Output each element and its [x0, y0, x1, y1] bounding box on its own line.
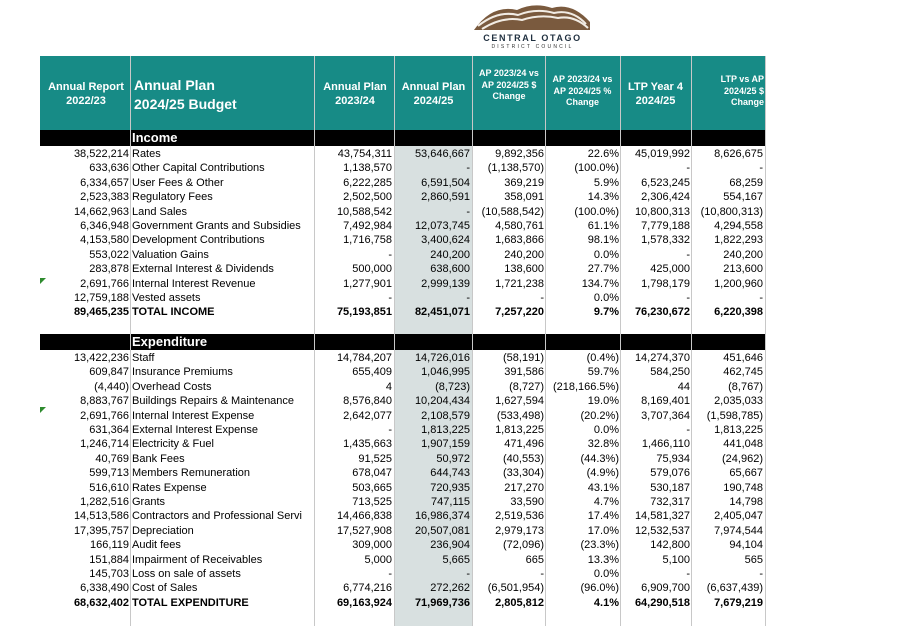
- row-value: 2,999,139: [421, 277, 470, 290]
- row-value: 7,257,220: [495, 306, 544, 319]
- row-value: 6,346,948: [80, 220, 129, 232]
- row-value: 655,409: [352, 366, 392, 379]
- row-value: (96.0%): [580, 582, 619, 595]
- row-value: 68,632,402: [73, 596, 129, 609]
- row-value: (100.0%): [574, 205, 619, 218]
- row-value: 27.7%: [587, 263, 619, 276]
- row-label: Impairment of Receivables: [132, 553, 263, 566]
- row-label: Contractors and Professional Servi: [132, 510, 302, 523]
- income-section-heading: [40, 130, 766, 146]
- row-value: 10,588,542: [336, 205, 392, 218]
- row-value: 14,581,327: [634, 510, 690, 523]
- row-value: 391,586: [504, 366, 544, 379]
- table-row: [40, 394, 766, 408]
- header-ltp-year4: LTP Year 4 2024/25: [627, 81, 684, 108]
- table-row: [40, 495, 766, 509]
- logo-brand-text: CENTRAL OTAGO: [483, 33, 582, 43]
- header-title-line2: 2024/25 Budget: [134, 96, 237, 112]
- row-value: 5,665: [442, 553, 470, 566]
- row-value: 2,691,766: [80, 409, 129, 422]
- row-value: 4,153,580: [80, 234, 129, 247]
- row-value: 14,513,586: [73, 510, 129, 523]
- row-value: 9,892,356: [495, 148, 544, 160]
- row-value: 584,250: [650, 366, 690, 379]
- table-row: [40, 452, 766, 466]
- row-value: 2,306,424: [641, 191, 690, 204]
- row-value: 6,774,216: [343, 582, 392, 595]
- row-value: (533,498): [496, 409, 544, 422]
- row-value: 138,600: [504, 263, 544, 276]
- row-value: 43.1%: [587, 481, 619, 494]
- row-value: 17.0%: [587, 524, 619, 537]
- row-value: 17,395,757: [73, 524, 129, 537]
- row-value: 7,779,188: [641, 220, 690, 232]
- row-value: 1,813,225: [714, 424, 763, 436]
- row-value: 471,496: [504, 438, 544, 451]
- row-value: -: [759, 568, 763, 580]
- row-value: 68,259: [729, 176, 763, 189]
- header-annual-plan-2324: Annual Plan 2023/24: [323, 81, 387, 108]
- row-label: Vested assets: [132, 292, 201, 304]
- row-label: Electricity & Fuel: [132, 438, 214, 451]
- row-value: (10,588,542): [481, 205, 544, 218]
- table-row: [40, 176, 766, 190]
- row-value: 462,745: [723, 366, 763, 379]
- row-label: Grants: [132, 496, 166, 508]
- row-value: 14,726,016: [414, 352, 470, 364]
- row-value: 2,405,047: [714, 510, 763, 523]
- row-value: 6,591,504: [421, 176, 470, 189]
- row-label: Audit fees: [132, 539, 181, 552]
- table-row: [40, 380, 766, 394]
- row-value: 1,578,332: [641, 234, 690, 247]
- row-value: 91,525: [358, 452, 392, 465]
- row-value: 732,317: [650, 496, 690, 508]
- row-value: 4.7%: [593, 496, 619, 508]
- row-value: -: [388, 248, 392, 261]
- row-value: 14,466,838: [336, 510, 392, 523]
- expenditure-label: Expenditure: [132, 334, 208, 349]
- row-value: 53,646,667: [414, 148, 470, 160]
- comment-marker-icon: [40, 278, 46, 284]
- row-value: 6,334,657: [80, 176, 129, 189]
- row-value: 1,798,179: [641, 277, 690, 290]
- row-value: (23.3%): [580, 539, 619, 552]
- row-value: (33,304): [503, 467, 544, 480]
- row-value: 142,800: [650, 539, 690, 552]
- row-value: 2,502,500: [343, 191, 392, 204]
- row-value: (1,598,785): [706, 409, 763, 422]
- row-value: 6,220,398: [714, 306, 763, 319]
- table-row: [40, 262, 766, 276]
- row-label: TOTAL INCOME: [132, 306, 215, 319]
- row-value: 2,691,766: [80, 277, 129, 290]
- row-value: 22.6%: [587, 148, 619, 160]
- row-label: Rates: [132, 148, 161, 160]
- row-value: 1,046,995: [421, 366, 470, 379]
- table-row: [40, 409, 766, 423]
- council-logo: [470, 0, 595, 52]
- table-row: [40, 248, 766, 262]
- column-divider: [394, 56, 395, 626]
- logo-sub-text: DISTRICT COUNCIL: [491, 44, 574, 50]
- row-value: 12,532,537: [634, 524, 690, 537]
- row-value: 13,422,236: [73, 352, 129, 364]
- table-row: [40, 351, 766, 365]
- row-value: -: [686, 292, 690, 304]
- row-value: 1,200,960: [714, 277, 763, 290]
- row-value: (1,138,570): [487, 162, 544, 175]
- row-value: 236,904: [430, 539, 470, 552]
- row-value: 644,743: [430, 467, 470, 480]
- row-value: 190,748: [723, 481, 763, 494]
- row-value: 76,230,672: [634, 306, 690, 319]
- row-value: -: [466, 568, 470, 580]
- row-value: 5,100: [662, 553, 690, 566]
- row-value: (20.2%): [580, 409, 619, 422]
- row-value: 240,200: [504, 248, 544, 261]
- row-label: Cost of Sales: [132, 582, 198, 595]
- header-ap-pct-change: AP 2023/24 vs AP 2024/25 % Change: [552, 74, 613, 108]
- row-value: 89,465,235: [73, 306, 129, 319]
- row-value: 638,600: [430, 263, 470, 276]
- header-annual-report: Annual Report 2022/23: [48, 81, 124, 108]
- row-value: 75,934: [656, 452, 690, 465]
- column-divider: [620, 56, 621, 626]
- row-value: 8,169,401: [641, 395, 690, 408]
- row-value: 599,713: [89, 467, 129, 480]
- row-value: 2,860,591: [421, 191, 470, 204]
- row-label: Bank Fees: [132, 452, 185, 465]
- row-value: 75,193,851: [336, 306, 392, 319]
- row-label: Loss on sale of assets: [132, 568, 241, 580]
- row-value: 1,435,663: [343, 438, 392, 451]
- row-value: -: [540, 568, 544, 580]
- column-divider: [691, 56, 692, 626]
- row-value: 358,091: [504, 191, 544, 204]
- table-row: [40, 581, 766, 595]
- row-value: (72,096): [503, 539, 544, 552]
- row-value: 43,754,311: [337, 148, 392, 160]
- row-value: -: [466, 162, 470, 175]
- row-label: External Interest & Dividends: [132, 263, 274, 276]
- row-value: 631,364: [89, 424, 129, 436]
- row-value: 530,187: [650, 481, 690, 494]
- row-value: 1,822,293: [714, 234, 763, 247]
- row-value: 240,200: [723, 248, 763, 261]
- row-value: 9.7%: [593, 306, 619, 319]
- row-value: 217,270: [504, 481, 544, 494]
- row-value: 4: [385, 380, 392, 393]
- row-value: -: [388, 424, 392, 436]
- budget-sheet: [40, 56, 766, 626]
- row-value: 272,262: [430, 582, 470, 595]
- table-row: [40, 291, 766, 305]
- row-value: 553,022: [89, 248, 129, 261]
- table-row: [40, 161, 766, 175]
- table-row: [40, 538, 766, 552]
- row-value: 554,167: [723, 191, 763, 204]
- row-value: 1,466,110: [641, 438, 690, 451]
- row-value: 12,759,188: [73, 292, 129, 304]
- row-value: 8,883,767: [80, 395, 129, 408]
- row-value: 283,878: [89, 263, 129, 276]
- row-value: 5.9%: [593, 176, 619, 189]
- row-value: 6,909,700: [641, 582, 690, 595]
- row-value: 14,274,370: [634, 352, 690, 364]
- row-value: 0.0%: [593, 248, 619, 261]
- row-value: 240,200: [430, 248, 470, 261]
- row-value: 565: [744, 553, 763, 566]
- row-value: (58,191): [503, 352, 544, 364]
- row-label: Depreciation: [132, 524, 194, 537]
- row-value: 213,600: [723, 263, 763, 276]
- row-value: 579,076: [650, 467, 690, 480]
- row-value: 451,646: [723, 352, 763, 364]
- row-value: (24,962): [722, 452, 763, 465]
- row-label: Other Capital Contributions: [132, 162, 265, 175]
- row-value: 6,222,285: [343, 176, 392, 189]
- row-value: 1,683,866: [495, 234, 544, 247]
- row-value: 38,522,214: [73, 148, 129, 160]
- row-value: (4,440): [94, 380, 129, 393]
- row-value: 71,969,736: [414, 596, 470, 609]
- row-value: 713,525: [352, 496, 392, 508]
- row-value: 1,277,901: [343, 277, 392, 290]
- table-row: [40, 437, 766, 451]
- column-divider: [545, 56, 546, 626]
- row-value: 19.0%: [587, 395, 619, 408]
- row-value: 2,642,077: [343, 409, 392, 422]
- row-value: 4.1%: [593, 596, 619, 609]
- row-value: 64,290,518: [634, 596, 690, 609]
- row-value: 17.4%: [587, 510, 619, 523]
- table-row: [40, 233, 766, 247]
- header-annual-plan-2425: Annual Plan 2024/25: [401, 81, 466, 108]
- row-value: 82,451,071: [414, 306, 470, 319]
- row-value: 44: [677, 380, 690, 393]
- row-value: 50,972: [436, 452, 470, 465]
- row-value: (8,727): [509, 380, 544, 393]
- row-value: -: [466, 292, 470, 304]
- row-value: 4,294,558: [714, 220, 763, 232]
- row-value: 59.7%: [587, 366, 619, 379]
- row-value: 7,679,219: [714, 596, 763, 609]
- row-value: 0.0%: [593, 568, 619, 580]
- row-value: 425,000: [650, 263, 690, 276]
- table-row: [40, 524, 766, 538]
- row-value: 16,986,374: [414, 510, 470, 523]
- row-value: -: [686, 248, 690, 261]
- table-row: [40, 190, 766, 204]
- table-row: [40, 553, 766, 567]
- row-value: 33,590: [510, 496, 544, 508]
- row-value: (0.4%): [586, 352, 619, 364]
- row-label: Internal Interest Expense: [132, 409, 255, 422]
- row-value: 166,119: [90, 539, 129, 552]
- row-value: 8,626,675: [714, 148, 763, 160]
- row-label: Insurance Premiums: [132, 366, 233, 379]
- row-value: 503,665: [352, 481, 392, 494]
- header-title-line1: Annual Plan: [134, 77, 215, 93]
- row-value: -: [686, 424, 690, 436]
- row-value: 14.3%: [587, 191, 619, 204]
- row-value: 6,523,245: [641, 176, 690, 189]
- row-value: (4.9%): [586, 467, 619, 480]
- row-value: (44.3%): [580, 452, 619, 465]
- row-value: 665: [525, 553, 544, 566]
- row-label: Regulatory Fees: [132, 191, 213, 204]
- row-value: (6,501,954): [487, 582, 544, 595]
- row-value: 4,580,761: [495, 220, 544, 232]
- row-label: User Fees & Other: [132, 176, 224, 189]
- row-value: 2,035,033: [714, 395, 763, 408]
- row-value: -: [388, 568, 392, 580]
- row-value: 7,974,544: [714, 524, 763, 537]
- row-value: 98.1%: [587, 234, 619, 247]
- row-label: Government Grants and Subsidies: [132, 220, 301, 232]
- table-row: [40, 567, 766, 581]
- row-value: 20,507,081: [414, 524, 470, 537]
- row-value: (218,166.5%): [552, 380, 619, 393]
- row-value: 8,576,840: [343, 395, 392, 408]
- table-row: [40, 219, 766, 233]
- row-value: 134.7%: [581, 277, 619, 290]
- header-ap-change: AP 2023/24 vs AP 2024/25 $ Change: [479, 68, 539, 102]
- total-row: [40, 596, 766, 610]
- row-value: 747,115: [431, 496, 470, 508]
- row-value: 0.0%: [593, 292, 619, 304]
- row-value: 1,721,238: [495, 277, 544, 290]
- comment-marker-icon: [40, 407, 46, 413]
- row-value: 1,246,714: [80, 438, 129, 451]
- row-value: 14,784,207: [336, 352, 392, 364]
- row-value: 1,907,159: [421, 438, 470, 451]
- row-value: (10,800,313): [700, 205, 763, 218]
- row-value: 45,019,992: [634, 148, 690, 160]
- row-value: 6,338,490: [80, 582, 129, 595]
- table-row: [40, 365, 766, 379]
- table-row: [40, 147, 766, 161]
- row-label: TOTAL EXPENDITURE: [132, 596, 249, 609]
- mountain-logo-icon: [472, 0, 592, 32]
- row-value: -: [759, 162, 763, 175]
- row-label: Rates Expense: [132, 481, 207, 494]
- row-value: 2,805,812: [495, 596, 544, 609]
- row-value: 1,716,758: [343, 234, 392, 247]
- row-label: Members Remuneration: [132, 467, 250, 480]
- row-value: 0.0%: [593, 424, 619, 436]
- row-value: (100.0%): [574, 162, 619, 175]
- column-divider: [765, 56, 766, 626]
- row-value: 309,000: [352, 539, 392, 552]
- row-label: Overhead Costs: [132, 380, 212, 393]
- income-label: Income: [132, 130, 178, 145]
- total-row: [40, 305, 766, 319]
- row-value: -: [686, 568, 690, 580]
- row-value: 5,000: [364, 553, 392, 566]
- row-value: 1,138,570: [343, 162, 392, 175]
- row-value: 1,813,225: [495, 424, 544, 436]
- row-value: (6,637,439): [706, 582, 763, 595]
- row-value: 40,769: [95, 452, 129, 465]
- row-value: 65,667: [729, 467, 763, 480]
- row-value: -: [388, 292, 392, 304]
- table-row: [40, 423, 766, 437]
- row-value: 94,104: [729, 539, 763, 552]
- row-label: External Interest Expense: [132, 424, 258, 436]
- table-row: [40, 205, 766, 219]
- table-header: [40, 56, 766, 130]
- row-value: 2,108,579: [421, 409, 470, 422]
- row-value: 1,627,594: [495, 395, 544, 408]
- row-value: 17,527,908: [336, 524, 392, 537]
- row-value: 3,400,624: [421, 234, 470, 247]
- table-row: [40, 277, 766, 291]
- row-value: 14,798: [729, 496, 763, 508]
- row-value: 151,884: [89, 553, 129, 566]
- table-row: [40, 481, 766, 495]
- row-label: Internal Interest Revenue: [132, 277, 256, 290]
- row-label: Development Contributions: [132, 234, 265, 247]
- row-value: 145,703: [89, 568, 129, 580]
- table-row: [40, 509, 766, 523]
- column-divider: [314, 56, 315, 626]
- column-divider: [130, 56, 131, 626]
- header-ltp-vs-ap: LTP vs AP 2024/25 $ Change: [720, 74, 764, 108]
- row-value: 14,662,963: [73, 205, 129, 218]
- row-value: 61.1%: [587, 220, 619, 232]
- row-value: 500,000: [352, 263, 392, 276]
- row-value: 10,204,434: [414, 395, 470, 408]
- row-label: Buildings Repairs & Maintenance: [132, 395, 295, 408]
- row-value: 609,847: [89, 366, 129, 379]
- row-value: 7,492,984: [343, 220, 392, 232]
- row-label: Land Sales: [132, 205, 188, 218]
- table-row: [40, 466, 766, 480]
- row-value: (8,767): [728, 380, 763, 393]
- row-value: 3,707,364: [641, 409, 690, 422]
- row-label: Valuation Gains: [132, 248, 209, 261]
- expenditure-section-heading: [40, 334, 766, 350]
- row-value: 441,048: [723, 438, 763, 451]
- row-value: 2,979,173: [495, 524, 544, 537]
- row-value: 1,813,225: [421, 424, 470, 436]
- row-value: -: [686, 162, 690, 175]
- row-value: 1,282,516: [80, 496, 129, 508]
- row-value: -: [466, 205, 470, 218]
- row-value: 32.8%: [587, 438, 619, 451]
- row-value: 633,636: [89, 162, 129, 175]
- row-value: 13.3%: [587, 553, 619, 566]
- row-value: 12,073,745: [414, 220, 470, 232]
- row-value: 516,610: [89, 481, 129, 494]
- row-label: Staff: [132, 352, 155, 364]
- row-value: -: [759, 292, 763, 304]
- row-value: (8,723): [435, 380, 470, 393]
- row-value: -: [540, 292, 544, 304]
- row-value: 69,163,924: [336, 596, 392, 609]
- row-value: 720,935: [430, 481, 470, 494]
- row-value: 678,047: [352, 467, 392, 480]
- row-value: 2,519,536: [495, 510, 544, 523]
- row-value: 369,219: [504, 176, 544, 189]
- column-divider: [472, 56, 473, 626]
- row-value: 10,800,313: [634, 205, 690, 218]
- row-value: (40,553): [503, 452, 544, 465]
- row-value: 2,523,383: [80, 191, 129, 204]
